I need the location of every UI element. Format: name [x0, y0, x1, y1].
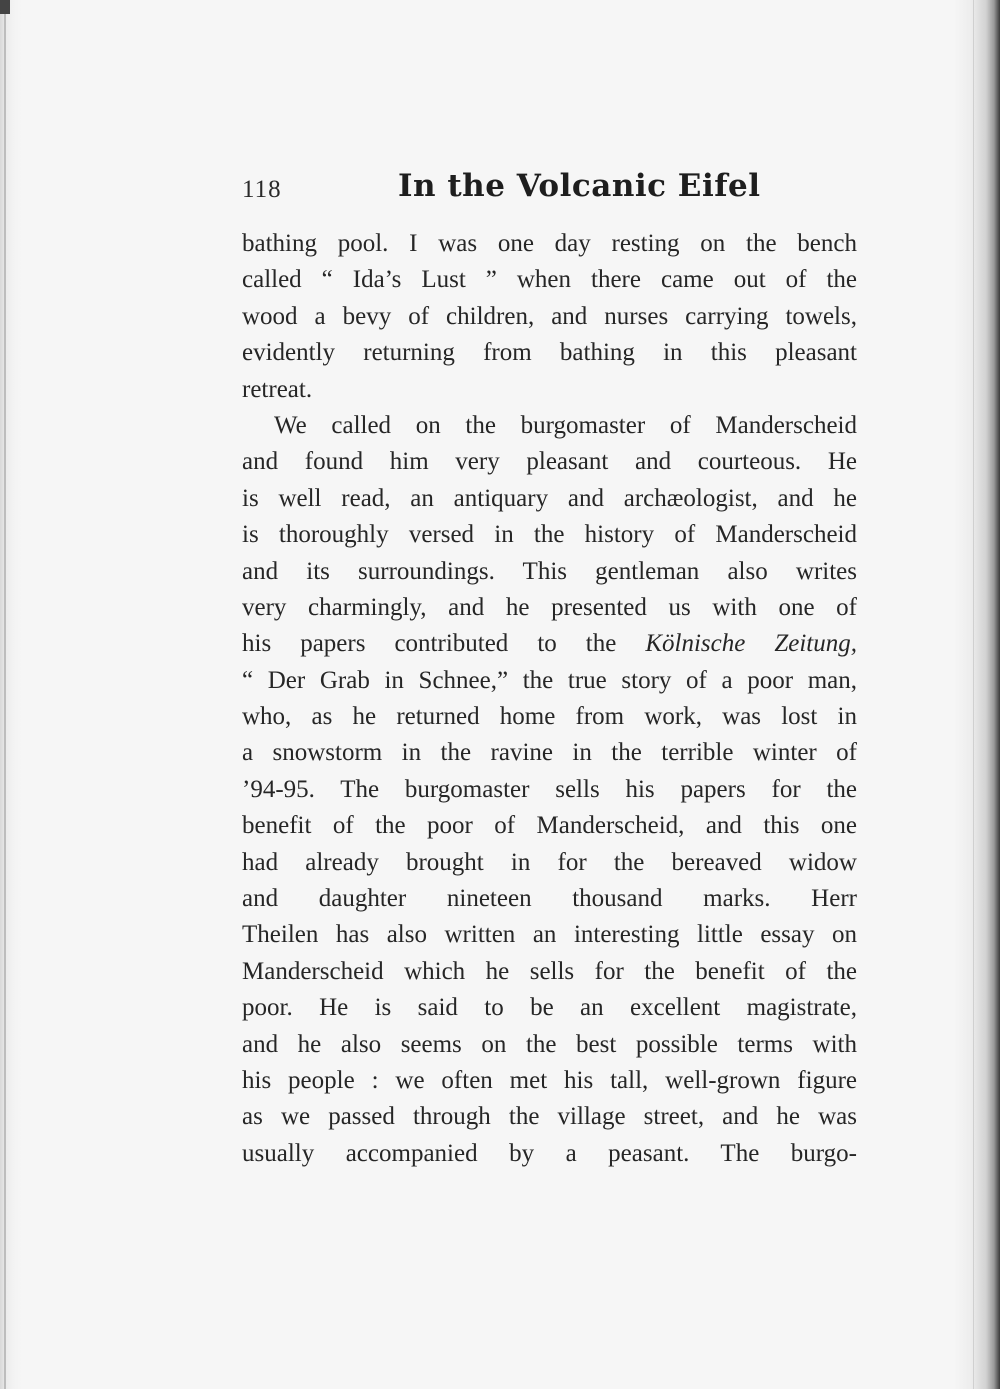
scan-edge-mark [0, 0, 10, 14]
text-line: Manderscheid which he sells for the benefit of the [242, 957, 857, 985]
running-header [242, 168, 857, 212]
text-line: is thoroughly versed in the history of Manderscheid [242, 521, 857, 549]
text-line: and found him very pleasant and courteous. He [242, 448, 857, 476]
text-line: usually accompanied by a peasant. The burgo- [242, 1139, 857, 1167]
text-line: poor. He is said to be an excellent magistrate, [242, 994, 857, 1022]
text-line: wood a bevy of children, and nurses carrying towels, [242, 302, 857, 330]
text-line: and daughter nineteen thousand marks. Herr [242, 885, 857, 913]
right-edge-line [973, 0, 974, 1389]
text-line: had already brought in for the bereaved widow [242, 848, 857, 876]
right-edge-shadow [954, 0, 1000, 1389]
text-line: and its surroundings. This gentleman also writes [242, 557, 857, 585]
text-line: ’94-95. The burgomaster sells his papers for the [242, 775, 857, 803]
book-title: In the Volcanic Eifel [398, 168, 761, 204]
text-line: his people : we often met his tall, well-grown figure [242, 1066, 857, 1094]
text-line: a snowstorm in the ravine in the terrible winter of [242, 739, 857, 767]
text-line: evidently returning from bathing in this pleasant [242, 339, 857, 367]
text-line-with-italic [242, 626, 857, 662]
text-line: benefit of the poor of Manderscheid, and this one [242, 812, 857, 840]
text-line: as we passed through the village street, and he was [242, 1103, 857, 1131]
page-number: 118 [242, 176, 282, 203]
text-line: bathing pool. I was one day resting on the bench [242, 230, 857, 257]
text-line: and he also seems on the best possible terms with [242, 1030, 857, 1058]
text-segment: his papers contributed to the [242, 630, 646, 658]
binding-edge-line [4, 0, 6, 1389]
text-line: “ Der Grab in Schnee,” the true story of a poor man, [242, 666, 857, 694]
body-text [242, 226, 857, 1172]
text-line: We called on the burgomaster of Manderscheid [274, 411, 857, 439]
text-line: very charmingly, and he presented us with one of [242, 593, 857, 621]
text-line: Theilen has also written an interesting little essay on [242, 921, 857, 949]
text-line: who, as he returned home from work, was lost in [242, 703, 857, 731]
text-line: called “ Ida’s Lust ” when there came out of the [242, 266, 857, 294]
text-line: retreat. [242, 375, 313, 403]
newspaper-title: Kölnische Zeitung, [645, 630, 857, 658]
text-line: is well read, an antiquary and archæologist, and he [242, 484, 857, 512]
